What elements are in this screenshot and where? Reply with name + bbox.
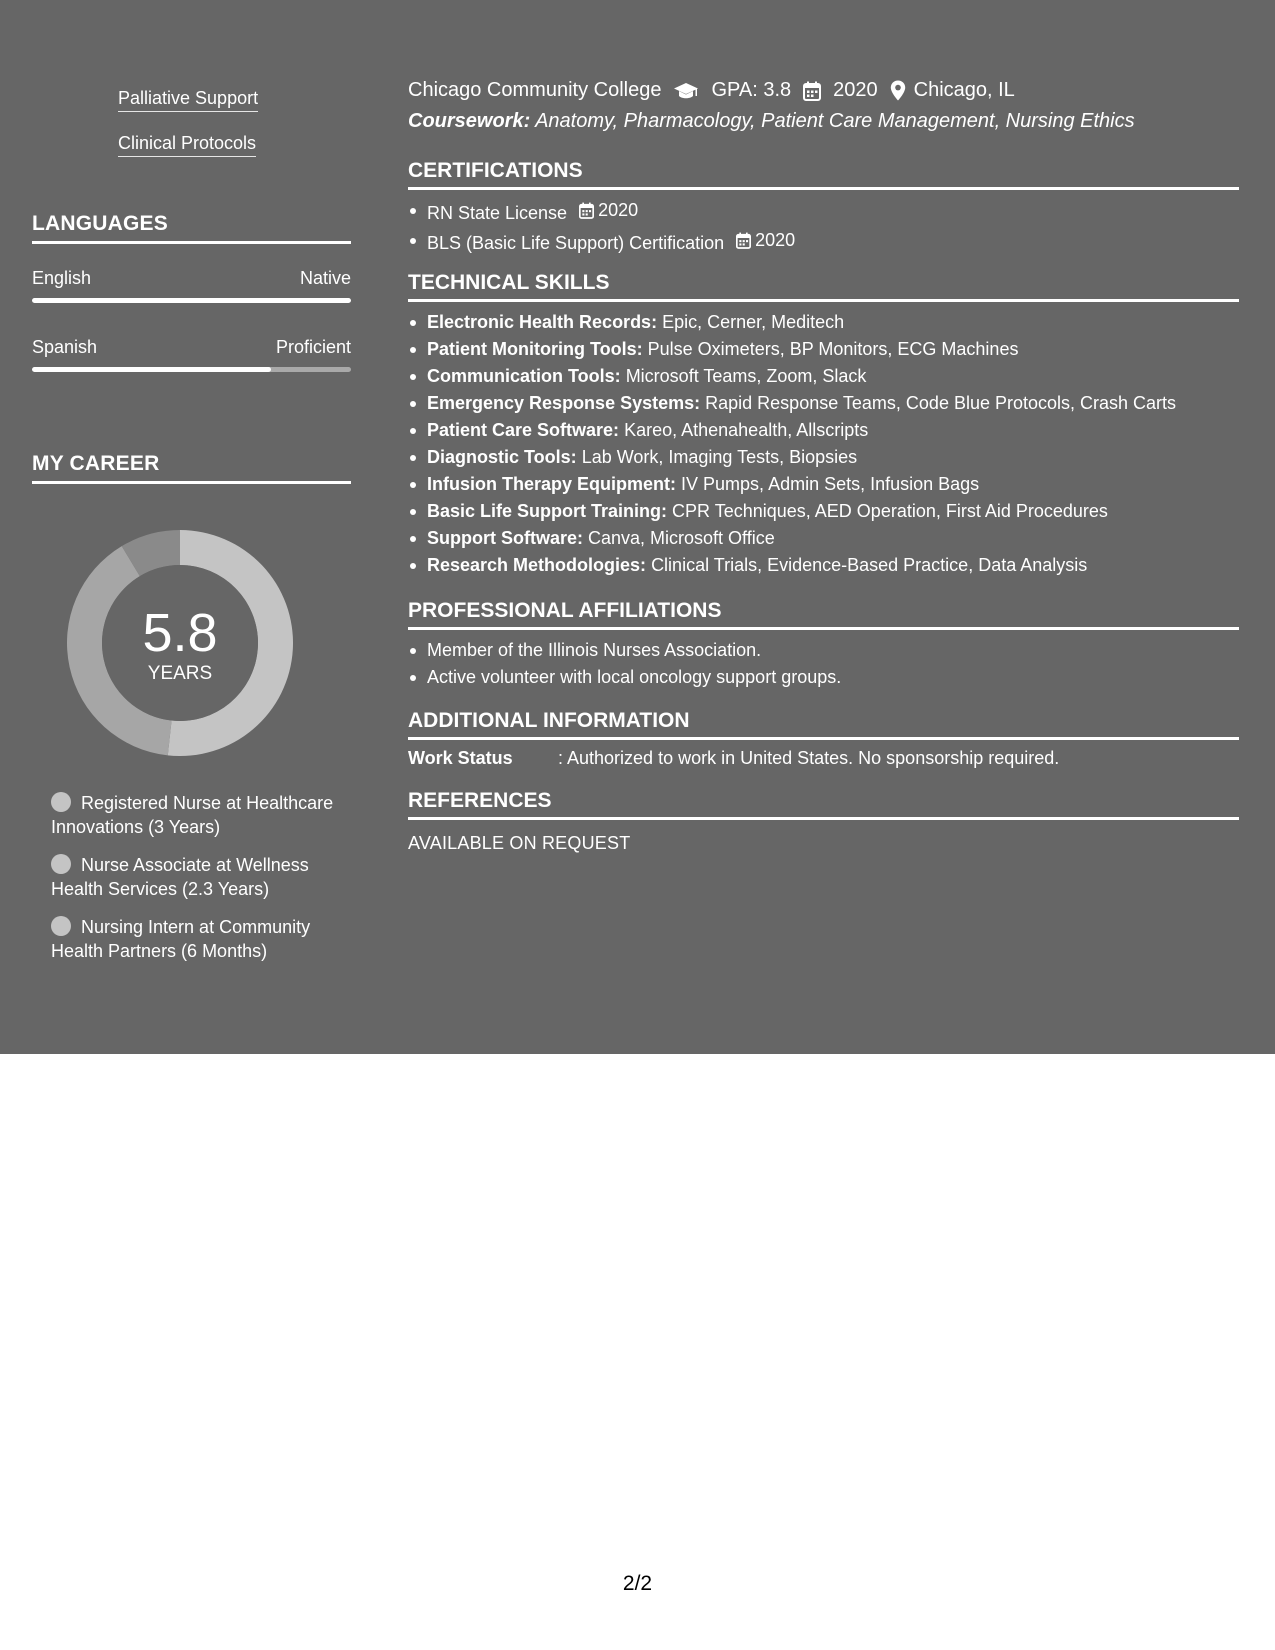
coursework-label: Coursework: — [408, 110, 531, 132]
language-name: Spanish — [32, 337, 98, 357]
career-item-label: Registered Nurse at Healthcare Innovations (3 Years) — [51, 793, 334, 837]
list-item — [408, 363, 1239, 390]
skill-tag: Clinical Protocols — [118, 133, 256, 157]
language-row — [32, 337, 351, 377]
certification-date: 2020 — [755, 230, 796, 250]
education-line — [408, 79, 1015, 102]
certification-name: RN State License — [427, 203, 568, 223]
language-bar — [32, 298, 351, 303]
career-years-unit: YEARS — [147, 663, 213, 684]
coursework-line — [408, 110, 1135, 133]
list-item — [408, 417, 1239, 444]
work-status-row — [408, 748, 1059, 769]
work-status-label: Work Status — [408, 748, 513, 768]
skill-tag: Palliative Support — [118, 88, 258, 112]
list-item: Member of the Illinois Nurses Association. — [408, 637, 1239, 664]
skill-category: Emergency Response Systems: — [427, 393, 701, 413]
language-bar — [32, 367, 351, 372]
languages-title: LANGUAGES — [32, 212, 351, 244]
skill-category: Patient Care Software: — [427, 420, 620, 440]
career-item-label: Nurse Associate at Wellness Health Services (2.3 Years) — [51, 855, 309, 899]
skill-values: Kareo, Athenahealth, Allscripts — [624, 420, 869, 440]
list-item — [408, 227, 1239, 257]
additional-info-title: ADDITIONAL INFORMATION — [408, 709, 1239, 740]
list-item — [408, 390, 1239, 417]
list-item — [408, 552, 1239, 579]
skill-values: CPR Techniques, AED Operation, First Aid Procedures — [672, 501, 1108, 521]
skill-category: Infusion Therapy Equipment: — [427, 474, 677, 494]
work-status-value: : Authorized to work in United States. No sponsorship required. — [558, 748, 1060, 768]
career-dot-icon — [51, 854, 71, 874]
coursework-value: Anatomy, Pharmacology, Patient Care Management, Nursing Ethics — [535, 110, 1135, 132]
graduation-cap-icon — [673, 81, 699, 101]
technical-skills-title: TECHNICAL SKILLS — [408, 271, 1239, 302]
list-item — [408, 309, 1239, 336]
list-item — [408, 336, 1239, 363]
career-item-label: Nursing Intern at Community Health Partners (6 Months) — [51, 917, 311, 961]
list-item — [408, 525, 1239, 552]
career-item — [51, 915, 341, 963]
certification-date: 2020 — [598, 200, 639, 220]
references-title: REFERENCES — [408, 789, 1239, 820]
skill-values: IV Pumps, Admin Sets, Infusion Bags — [681, 474, 980, 494]
skill-values: Microsoft Teams, Zoom, Slack — [625, 366, 867, 386]
skill-category: Electronic Health Records: — [427, 312, 658, 332]
page-number: 2/2 — [622, 1572, 653, 1595]
career-title: MY CAREER — [32, 452, 351, 484]
affiliations-list — [408, 637, 1239, 691]
affiliations-title: PROFESSIONAL AFFILIATIONS — [408, 599, 1239, 630]
language-bar-fill — [32, 298, 351, 303]
career-total-years: 5.8 — [142, 603, 218, 663]
language-name: English — [32, 268, 92, 288]
list-item — [408, 471, 1239, 498]
language-row — [32, 268, 351, 308]
technical-skills-list — [408, 309, 1239, 579]
education-gpa: GPA: 3.8 — [711, 79, 792, 101]
skill-values: Epic, Cerner, Meditech — [662, 312, 845, 332]
list-item — [408, 197, 1239, 227]
career-item — [51, 791, 341, 839]
career-dot-icon — [51, 916, 71, 936]
calendar-icon — [579, 202, 594, 219]
list-item — [408, 498, 1239, 525]
location-pin-icon — [890, 80, 906, 101]
list-item: Active volunteer with local oncology support groups. — [408, 664, 1239, 691]
career-donut-chart — [67, 530, 293, 756]
language-level: Native — [299, 268, 351, 288]
skill-values: Lab Work, Imaging Tests, Biopsies — [581, 447, 858, 467]
career-dot-icon — [51, 792, 71, 812]
school-name: Chicago Community College — [408, 79, 662, 101]
skill-category: Research Methodologies: — [427, 555, 647, 575]
references-value: AVAILABLE ON REQUEST — [408, 833, 631, 853]
career-item — [51, 853, 341, 901]
calendar-icon — [736, 232, 751, 249]
skill-category: Basic Life Support Training: — [427, 501, 668, 521]
education-year: 2020 — [833, 79, 878, 101]
skill-category: Communication Tools: — [427, 366, 621, 386]
skill-values: Clinical Trials, Evidence-Based Practice, Data Analysis — [651, 555, 1088, 575]
language-level: Proficient — [275, 337, 351, 357]
skill-category: Support Software: — [427, 528, 583, 548]
skill-values: Canva, Microsoft Office — [588, 528, 775, 548]
education-location: Chicago, IL — [913, 79, 1015, 101]
calendar-icon — [803, 81, 821, 101]
certifications-title: CERTIFICATIONS — [408, 159, 1239, 190]
skill-values: Rapid Response Teams, Code Blue Protocols, Crash Carts — [705, 393, 1177, 413]
certifications-list — [408, 197, 1239, 257]
certification-name: BLS (Basic Life Support) Certification — [427, 233, 725, 253]
language-bar-fill — [32, 367, 271, 372]
skill-category: Diagnostic Tools: — [427, 447, 577, 467]
skill-values: Pulse Oximeters, BP Monitors, ECG Machines — [647, 339, 1019, 359]
list-item — [408, 444, 1239, 471]
skill-category: Patient Monitoring Tools: — [427, 339, 643, 359]
